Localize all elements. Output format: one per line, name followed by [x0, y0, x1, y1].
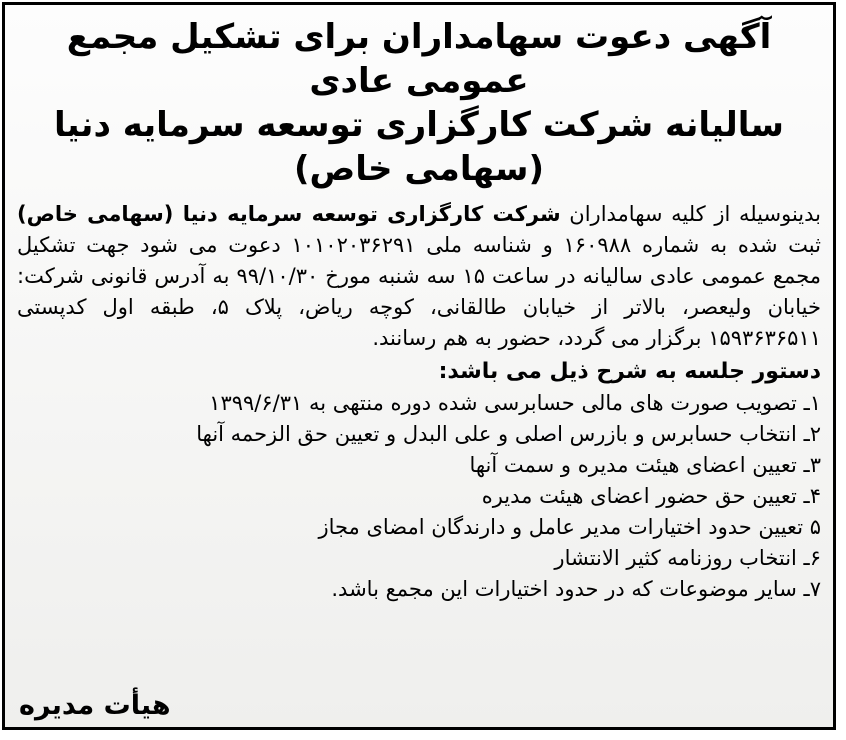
agenda-title: دستور جلسه به شرح ذیل می باشد: [438, 359, 821, 384]
notice-frame [2, 2, 836, 730]
agenda-item: ۱ـ تصویب صورت های مالی حسابرسی شده دوره منتهی به ۱۳۹۹/۶/۳۱ [209, 391, 821, 415]
title-line-1: آگهی دعوت سهامداران برای تشکیل مجمع عمومی عادی [66, 17, 772, 101]
intro-part-2: ثبت شده به شماره ۱۶۰۹۸۸ و شناسه ملی ۱۰۱۰۲۰۳۶۲۹۱ دعوت می شود جهت تشکیل مجمع عمومی عادی سالیانه در ساعت ۱۵ سه شنبه مورخ ۹۹/۱۰/۳۰ به آدرس قانونی شرکت: خیابان ولیعصر، بالاتر از خیابان طالقانی، کوچه ریاض، پلاک ۵، طبقه اول کدپستی ۱۵۹۳۶۳۶۵۱۱ برگزار می گردد، حضور به هم رسانند. [17, 233, 822, 350]
agenda-item: ۶ـ انتخاب روزنامه کثیر الانتشار [554, 546, 821, 570]
agenda-item: ۵ تعیین حدود اختیارات مدیر عامل و دارندگان امضای مجاز [318, 515, 821, 539]
intro-part-1: بدینوسیله از کلیه سهامداران [560, 202, 821, 226]
agenda-item: ۳ـ تعیین اعضای هیئت مدیره و سمت آنها [469, 453, 821, 477]
agenda-item: ۲ـ انتخاب حسابرس و بازرس اصلی و علی البدل و تعیین حق الزحمه آنها [196, 422, 821, 446]
title-line-2: سالیانه شرکت کارگزاری توسعه سرمایه دنیا [54, 105, 784, 145]
agenda-list [17, 388, 821, 605]
agenda-item: ۴ـ تعیین حق حضور اعضای هیئت مدیره [481, 484, 821, 508]
agenda-item: ۷ـ سایر موضوعات که در حدود اختیارات این مجمع باشد. [331, 577, 821, 601]
title-line-3: (سهامی خاص) [293, 149, 545, 189]
notice-title [5, 15, 833, 191]
company-name: شرکت کارگزاری توسعه سرمایه دنیا (سهامی خاص) [17, 202, 561, 226]
signature-board-of-directors: هیأت مدیره [19, 690, 171, 721]
intro-paragraph [17, 199, 821, 354]
